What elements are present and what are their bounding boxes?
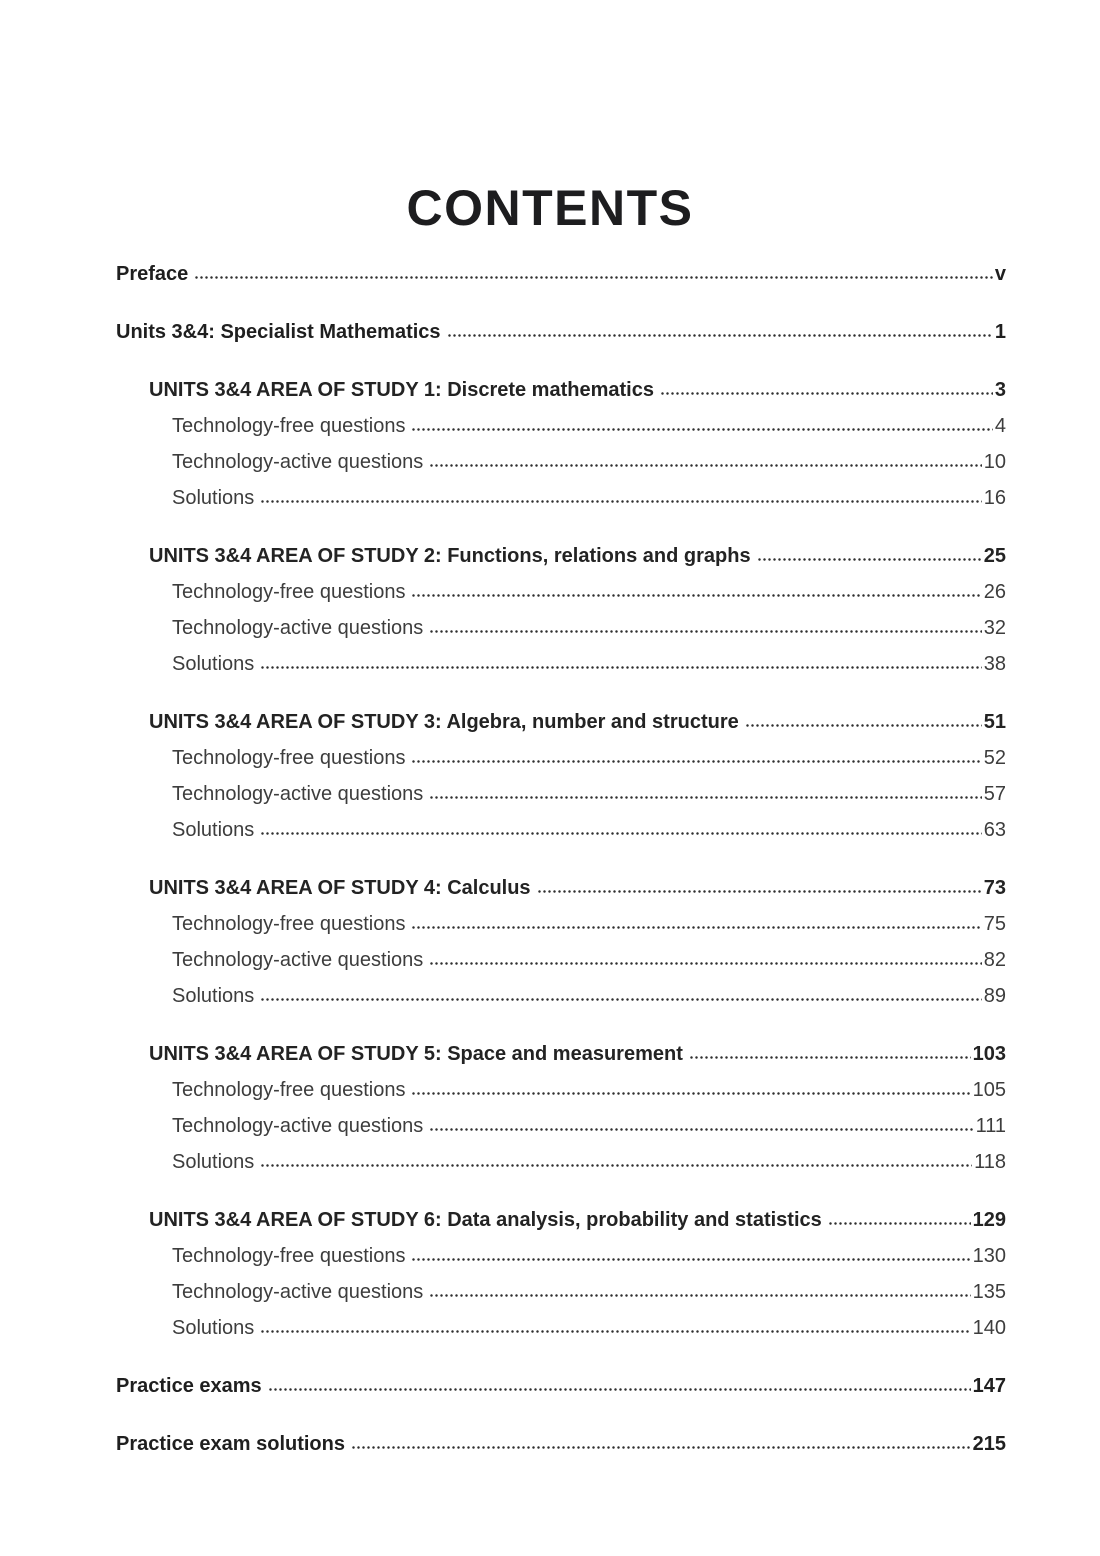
toc-entry-label: Technology-active questions [172,451,424,473]
toc-entry-page: 82 [983,949,1006,971]
toc-entry [116,256,1006,292]
toc-entry [116,1238,1006,1274]
toc-entry-label: Solutions [172,487,255,509]
toc-entry [116,314,1006,350]
toc-entry [116,372,1006,408]
toc-entry-label: Technology-free questions [172,747,406,769]
toc-entry-label: UNITS 3&4 AREA OF STUDY 2: Functions, relations and graphs [149,545,751,567]
toc-entry [116,776,1006,812]
toc-entry-label: Practice exam solutions [116,1433,345,1455]
toc-entry-page: 25 [983,545,1006,567]
toc-entry-page: 38 [983,653,1006,675]
toc-entry [116,1368,1006,1404]
toc-entry [116,1072,1006,1108]
toc-entry-page: 215 [972,1433,1006,1455]
toc-entry-label: Solutions [172,985,255,1007]
toc-entry-label: Technology-active questions [172,1115,424,1137]
dot-leader [260,831,981,836]
toc-entry-page: v [994,263,1006,285]
toc-entry-label: UNITS 3&4 AREA OF STUDY 1: Discrete mathematics [149,379,654,401]
dot-leader [429,463,981,468]
toc-entry-label: Units 3&4: Specialist Mathematics [116,321,441,343]
toc-entry-page: 130 [972,1245,1006,1267]
toc-entry-label: Technology-free questions [172,1245,406,1267]
dot-leader [351,1445,971,1450]
toc-entry-label: Technology-active questions [172,1281,424,1303]
toc-entry [116,1426,1006,1462]
toc-entry-label: Solutions [172,819,255,841]
toc-entry-page: 103 [972,1043,1006,1065]
toc-entry-label: Technology-free questions [172,415,406,437]
dot-leader [660,391,993,396]
toc-entry [116,444,1006,480]
dot-leader [429,1293,970,1298]
toc-entry [116,1144,1006,1180]
toc-entry [116,1108,1006,1144]
toc-entry-page: 147 [972,1375,1006,1397]
dot-leader [260,997,981,1002]
toc-entry-label: UNITS 3&4 AREA OF STUDY 4: Calculus [149,877,531,899]
toc-entry [116,870,1006,906]
dot-leader [429,1127,973,1132]
toc-entry-label: Preface [116,263,189,285]
dot-leader [411,427,992,432]
dot-leader [429,961,981,966]
dot-leader [429,629,981,634]
toc-entry [116,1202,1006,1238]
toc-entry-page: 16 [983,487,1006,509]
toc-entry-page: 52 [983,747,1006,769]
toc-entry-page: 111 [975,1115,1006,1137]
toc-entry-label: Technology-active questions [172,949,424,971]
dot-leader [411,925,981,930]
toc-entry-page: 73 [983,877,1006,899]
toc-entry-label: UNITS 3&4 AREA OF STUDY 6: Data analysis, probability and statistics [149,1209,822,1231]
toc-entry-label: Technology-active questions [172,783,424,805]
dot-leader [447,333,993,338]
dot-leader [828,1221,971,1226]
toc-entry-label: Technology-active questions [172,617,424,639]
toc-entry-page: 75 [983,913,1006,935]
toc-entry-page: 57 [983,783,1006,805]
toc-entry [116,704,1006,740]
toc-entry [116,906,1006,942]
page-title: CONTENTS [406,180,694,236]
dot-leader [411,1091,970,1096]
toc-entry [116,610,1006,646]
dot-leader [411,593,981,598]
toc-entry-label: Practice exams [116,1375,262,1397]
toc-entry [116,740,1006,776]
dot-leader [260,499,981,504]
dot-leader [260,1163,972,1168]
toc-entry-page: 89 [983,985,1006,1007]
toc-entry-label: Solutions [172,653,255,675]
toc-entry-page: 51 [983,711,1006,733]
dot-leader [689,1055,971,1060]
toc-entry-label: UNITS 3&4 AREA OF STUDY 3: Algebra, number and structure [149,711,739,733]
toc-entry-label: Technology-free questions [172,581,406,603]
toc-entry [116,574,1006,610]
toc-entry [116,812,1006,848]
toc-entry-page: 118 [974,1151,1006,1173]
toc-entry-page: 105 [972,1079,1006,1101]
toc-entry [116,538,1006,574]
toc-entry [116,942,1006,978]
toc-entry-page: 4 [994,415,1006,437]
toc-entry-page: 3 [994,379,1006,401]
toc-entry [116,978,1006,1014]
toc-entry-label: UNITS 3&4 AREA OF STUDY 5: Space and measurement [149,1043,683,1065]
dot-leader [411,759,981,764]
toc-entry [116,408,1006,444]
toc-entry [116,1310,1006,1346]
toc-entry-page: 26 [983,581,1006,603]
dot-leader [537,889,982,894]
toc-list [116,256,1006,1462]
toc-entry-page: 32 [983,617,1006,639]
dot-leader [757,557,982,562]
toc-entry-page: 129 [972,1209,1006,1231]
dot-leader [411,1257,970,1262]
toc-entry [116,1036,1006,1072]
toc-entry-page: 135 [972,1281,1006,1303]
toc-entry [116,1274,1006,1310]
toc-entry-page: 1 [994,321,1006,343]
dot-leader [429,795,981,800]
dot-leader [268,1387,971,1392]
toc-entry-label: Technology-free questions [172,913,406,935]
toc-entry [116,646,1006,682]
dot-leader [260,1329,970,1334]
toc-entry-label: Technology-free questions [172,1079,406,1101]
toc-entry [116,480,1006,516]
toc-entry-label: Solutions [172,1317,255,1339]
toc-entry-page: 63 [983,819,1006,841]
toc-entry-page: 140 [972,1317,1006,1339]
toc-entry-page: 10 [983,451,1006,473]
dot-leader [194,275,993,280]
toc-entry-label: Solutions [172,1151,255,1173]
dot-leader [745,723,982,728]
dot-leader [260,665,981,670]
